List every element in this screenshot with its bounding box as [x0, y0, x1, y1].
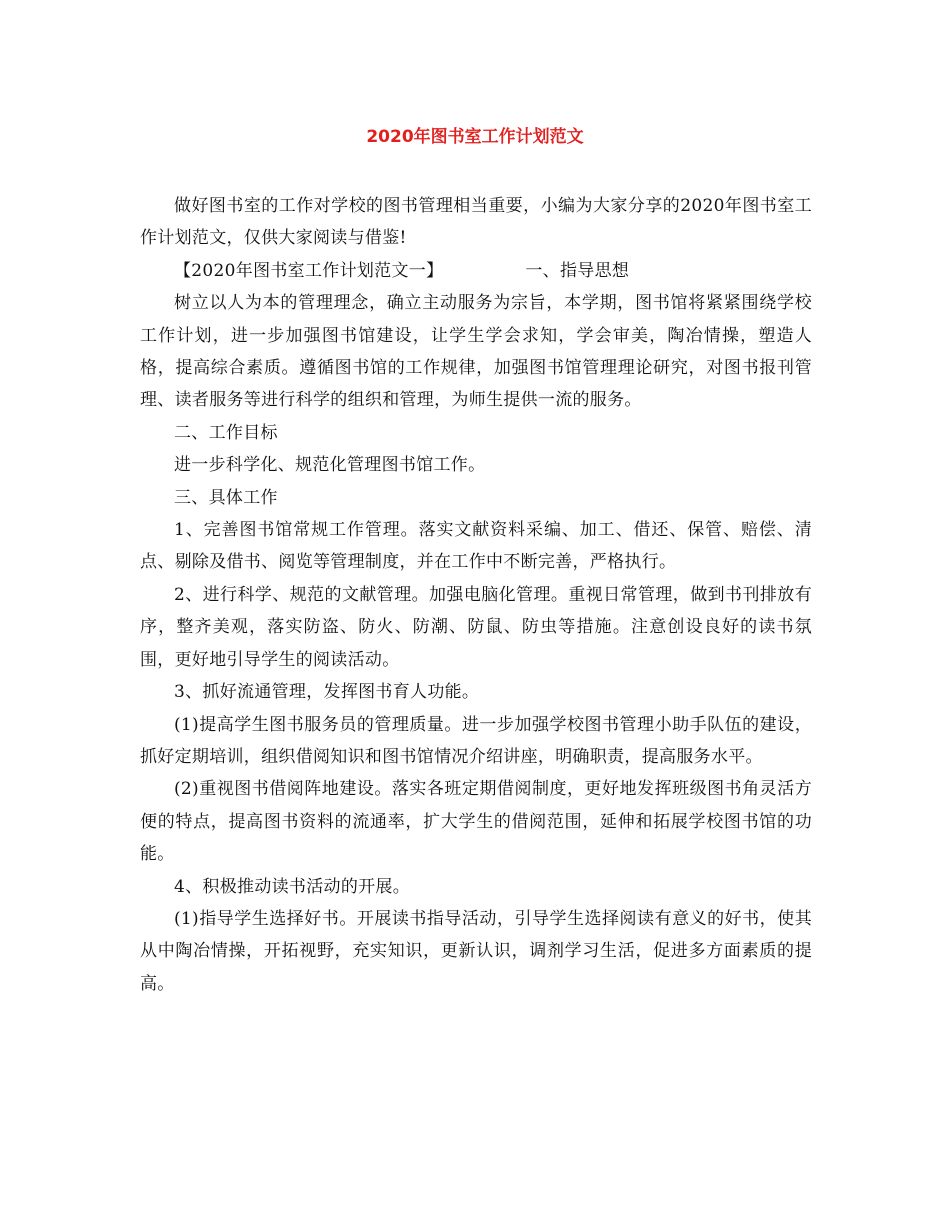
heading-guiding-ideology: 一、指导思想	[525, 260, 630, 281]
section-label: 【2020年图书室工作计划范文一】	[174, 260, 444, 281]
list-item-2: 2、进行科学、规范的文献管理。加强电脑化管理。重视日常管理，做到书刊排放有序，整齐美观，落实防盗、防火、防潮、防鼠、防虫等措施。注意创设良好的读书氛围，更好地引导学生的阅读活动。	[140, 584, 812, 670]
list-item-1: 1、完善图书馆常规工作管理。落实文献资料采编、加工、借还、保管、赔偿、清点、剔除及借书、阅览等管理制度，并在工作中不断完善，严格执行。	[140, 520, 812, 573]
document-title: 2020年图书室工作计划范文	[366, 127, 584, 147]
list-item-4: 4、积极推动读书活动的开展。	[174, 876, 411, 897]
list-item-3-2: (2)重视图书借阅阵地建设。落实各班定期借阅制度，更好地发挥班级图书角灵活方便的特点，提高图书资料的流通率，扩大学生的借阅范围，延伸和拓展学校图书馆的功能。	[140, 779, 812, 865]
paragraph-work-goals: 进一步科学化、规范化管理图书馆工作。	[174, 455, 486, 476]
heading-work-goals: 二、工作目标	[174, 422, 278, 443]
paragraph-guiding-ideology: 树立以人为本的管理理念，确立主动服务为宗旨，本学期，图书馆将紧紧围绕学校工作计划，进一步加强图书馆建设，让学生学会求知，学会审美，陶冶情操，塑造人格，提高综合素质。遵循图书馆的工作规律，加强图书馆管理理论研究，对图书报刊管理、读者服务等进行科学的组织和管理，为师生提供一流的服务。	[140, 293, 812, 411]
list-item-3: 3、抓好流通管理，发挥图书育人功能。	[174, 682, 480, 703]
document-body	[140, 190, 812, 1000]
intro-paragraph: 做好图书室的工作对学校的图书管理相当重要，小编为大家分享的2020年图书室工作计划范文，仅供大家阅读与借鉴!	[140, 196, 812, 249]
list-item-3-1: (1)提高学生图书服务员的管理质量。进一步加强学校图书管理小助手队伍的建设，抓好定期培训，组织借阅知识和图书馆情况介绍讲座，明确职责，提高服务水平。	[140, 714, 812, 767]
section-heading-line	[140, 255, 812, 287]
heading-specific-work: 三、具体工作	[174, 487, 278, 508]
list-item-4-1: (1)指导学生选择好书。开展读书指导活动，引导学生选择阅读有意义的好书，使其从中陶冶情操，开拓视野，充实知识，更新认识，调剂学习生活，促进多方面素质的提高。	[140, 908, 812, 994]
